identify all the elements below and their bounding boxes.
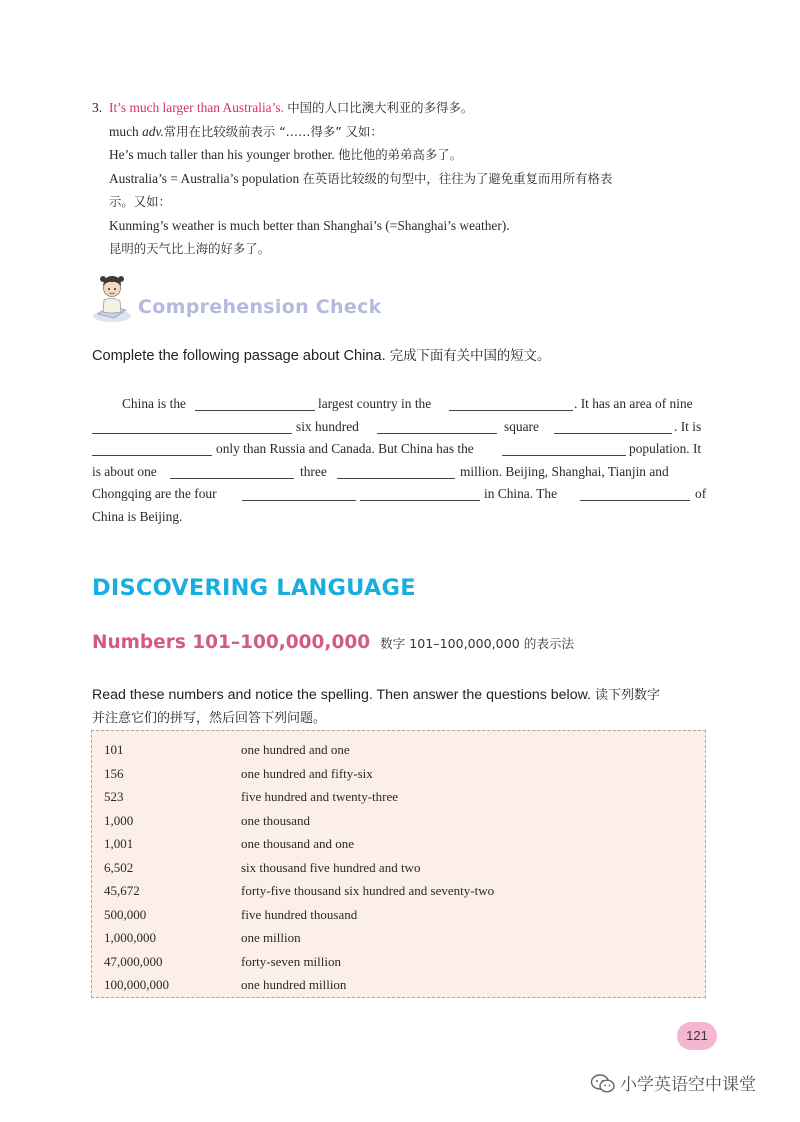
comprehension-header bbox=[90, 268, 490, 328]
note-number: 3. bbox=[92, 100, 103, 115]
passage-line-5 bbox=[92, 483, 708, 506]
number-digits: 101 bbox=[104, 742, 124, 757]
number-digits: 1,000,000 bbox=[104, 930, 156, 945]
note-australia-line-2 bbox=[92, 190, 732, 214]
answer-blank[interactable] bbox=[360, 500, 480, 501]
note-heading bbox=[92, 96, 732, 120]
passage-line-3 bbox=[92, 438, 708, 461]
numbers-instruction bbox=[92, 684, 724, 730]
page-number: 121 bbox=[677, 1022, 717, 1050]
note-much-word: much bbox=[109, 123, 139, 139]
passage-text: Chongqing are the four bbox=[92, 486, 217, 502]
passage-text: China is Beijing. bbox=[92, 508, 183, 524]
answer-blank[interactable] bbox=[554, 433, 672, 434]
answer-blank[interactable] bbox=[195, 410, 315, 411]
numbers-instruction-zh-2: 并注意它们的拼写，然后回答下列问题。 bbox=[92, 711, 327, 726]
passage-text: only than Russia and Canada. But China has the bbox=[216, 441, 474, 457]
number-words: forty-seven million bbox=[241, 953, 342, 969]
numbers-instruction-en: Read these numbers and notice the spelling. Then answer the questions below. bbox=[92, 687, 591, 703]
number-words: one thousand and one bbox=[241, 836, 355, 851]
passage-line-6 bbox=[92, 506, 708, 529]
answer-blank[interactable] bbox=[92, 433, 292, 434]
note-australia-zh-1: 在英语比较级的句型中，往往为了避免重复而用所有格表 bbox=[302, 170, 613, 186]
number-digits: 500,000 bbox=[104, 906, 147, 922]
numbers-title-zh: 数字 101–100,000,000 的表示法 bbox=[380, 636, 575, 651]
number-digits: 100,000,000 bbox=[104, 977, 169, 992]
number-words: one hundred and one bbox=[241, 742, 350, 757]
note-much-pos: adv. bbox=[142, 123, 164, 139]
number-digits: 47,000,000 bbox=[104, 953, 163, 969]
comprehension-instruction-zh: 完成下面有关中国的短文。 bbox=[389, 349, 551, 364]
note-much-expl: 常用在比较级前表示 “……得多” 又如： bbox=[163, 123, 383, 139]
language-notes bbox=[92, 96, 732, 261]
passage-text: China is the bbox=[122, 396, 186, 411]
number-digits: 156 bbox=[104, 765, 124, 781]
number-words: one hundred and fifty-six bbox=[241, 765, 373, 781]
passage-text: square bbox=[504, 418, 539, 434]
number-words: six thousand five hundred and two bbox=[241, 859, 421, 875]
answer-blank[interactable] bbox=[170, 478, 294, 479]
passage-text: . It has an area of nine bbox=[574, 396, 693, 411]
passage-text: population. It bbox=[629, 441, 702, 457]
comprehension-instruction-en: Complete the following passage about China. bbox=[92, 348, 386, 364]
answer-blank[interactable] bbox=[242, 500, 356, 501]
number-digits: 523 bbox=[104, 789, 124, 804]
number-words: one thousand bbox=[241, 812, 310, 828]
note-australia-line bbox=[92, 167, 732, 191]
comprehension-title: Comprehension Check bbox=[138, 296, 382, 318]
reading-girl-icon bbox=[90, 270, 134, 324]
comprehension-instruction bbox=[92, 345, 550, 364]
answer-blank[interactable] bbox=[377, 433, 497, 434]
passage-line-4 bbox=[92, 461, 708, 484]
numbers-instruction-zh-1: 读下列数字 bbox=[594, 688, 660, 703]
number-digits: 45,672 bbox=[104, 883, 140, 898]
passage-text: in China. The bbox=[484, 486, 558, 502]
note-heading-en: It’s much larger than Australia’s. bbox=[109, 100, 284, 115]
numbers-title-en: Numbers 101–100,000,000 bbox=[92, 632, 371, 653]
note-example-2-en: Kunming’s weather is much better than Shanghai’s (=Shanghai’s weather). bbox=[109, 217, 510, 233]
number-words: one million bbox=[241, 930, 301, 945]
answer-blank[interactable] bbox=[502, 455, 626, 456]
number-words: one hundred million bbox=[241, 977, 347, 992]
passage-text: . It is bbox=[674, 418, 702, 434]
number-words: five hundred and twenty-three bbox=[241, 789, 399, 804]
note-heading-zh: 中国的人口比澳大利亚的多得多。 bbox=[287, 100, 474, 115]
china-passage bbox=[92, 393, 708, 529]
numbers-section-title bbox=[92, 632, 574, 653]
discovering-language-title: DISCOVERING LANGUAGE bbox=[92, 575, 416, 601]
passage-text: of bbox=[695, 486, 707, 502]
answer-blank[interactable] bbox=[580, 500, 690, 501]
number-digits: 1,001 bbox=[104, 836, 134, 851]
passage-text: is about one bbox=[92, 463, 157, 479]
number-words: forty-five thousand six hundred and seventy-two bbox=[241, 883, 495, 898]
watermark-text: 小学英语空中课堂 bbox=[620, 1075, 756, 1095]
passage-text: million. Beijing, Shanghai, Tianjin and bbox=[460, 463, 669, 479]
number-digits: 1,000 bbox=[104, 812, 134, 828]
passage-text: six hundred bbox=[296, 418, 359, 434]
answer-blank[interactable] bbox=[92, 455, 212, 456]
note-australia-zh-2: 示。又如： bbox=[109, 194, 171, 209]
numbers-table bbox=[91, 730, 706, 998]
passage-text: three bbox=[300, 463, 327, 479]
number-digits: 6,502 bbox=[104, 859, 134, 875]
note-example-1-en: He’s much taller than his younger brother. bbox=[109, 147, 335, 162]
answer-blank[interactable] bbox=[449, 410, 573, 411]
note-much-line bbox=[92, 120, 732, 144]
note-example-1-zh: 他比他的弟弟高多了。 bbox=[338, 147, 462, 162]
note-example-1 bbox=[92, 143, 732, 167]
passage-line-1 bbox=[92, 393, 708, 416]
passage-line-2 bbox=[92, 416, 708, 439]
answer-blank[interactable] bbox=[337, 478, 455, 479]
wechat-icon bbox=[590, 1073, 616, 1095]
note-example-2-zh: 昆明的天气比上海的好多了。 bbox=[109, 241, 271, 256]
number-words: five hundred thousand bbox=[241, 906, 358, 922]
note-australia-en: Australia’s = Australia’s population bbox=[109, 170, 300, 186]
passage-text: largest country in the bbox=[318, 396, 432, 411]
